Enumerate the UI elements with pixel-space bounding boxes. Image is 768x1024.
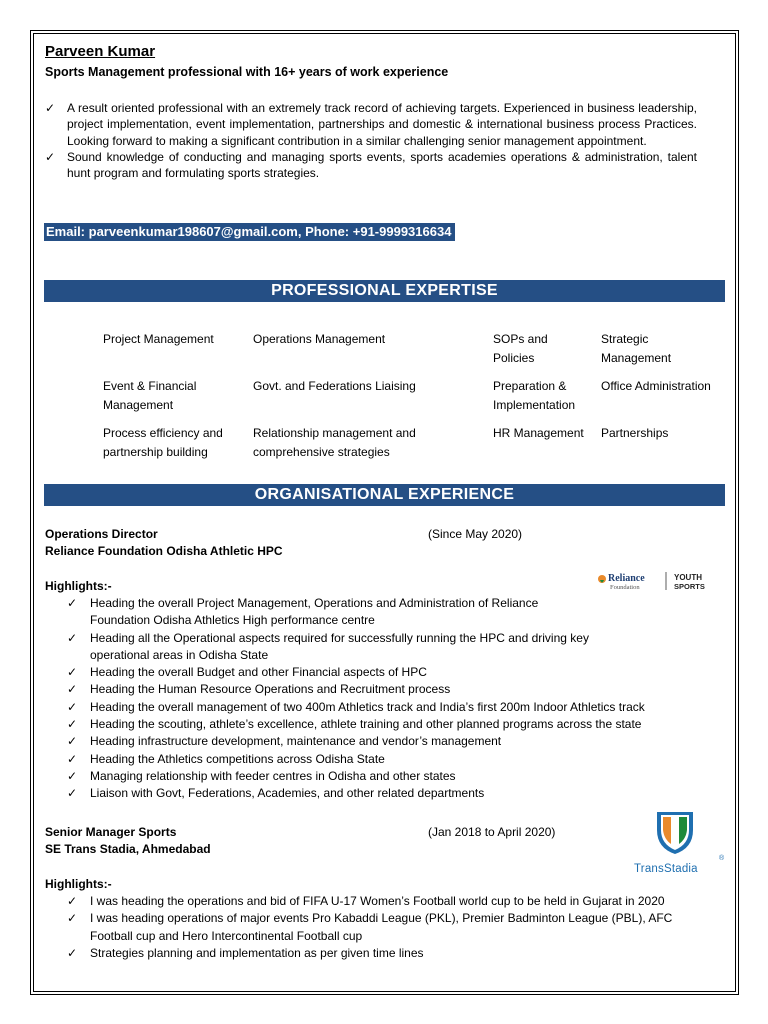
highlights-list: [67, 595, 707, 803]
logo-partner-text: YOUTH: [674, 573, 702, 582]
expertise-item: Operations Management: [253, 332, 386, 346]
contact-bar: Email: parveenkumar198607@gmail.com, Phone: +91-9999316634: [44, 223, 455, 241]
check-icon: ✓: [67, 911, 78, 926]
check-icon: ✓: [67, 734, 78, 749]
logo-sub-text: Foundation: [610, 584, 640, 591]
job-title: Senior Manager Sports: [45, 825, 177, 839]
highlights-list: [67, 893, 727, 962]
highlight-item: ✓ Heading all the Operational aspects required for successfully running the HPC and driving key operational areas in Odisha State: [67, 630, 589, 662]
highlights-label: Highlights:-: [45, 877, 112, 891]
highlight-item: ✓ Strategies planning and implementation as per given time lines: [67, 945, 727, 962]
highlight-item: ✓ Heading the scouting, athlete’s excellence, athlete training and other planned programs across the state: [67, 716, 707, 733]
logo-partner-text: SPORTS: [674, 582, 705, 591]
reliance-youth-sports-logo: [596, 571, 716, 591]
check-icon: ✓: [67, 682, 78, 697]
logo-brand-text: TransStadia: [634, 863, 698, 875]
check-icon: ✓: [67, 717, 78, 732]
job-date: (Jan 2018 to April 2020): [428, 825, 556, 839]
highlight-item: ✓ I was heading operations of major events Pro Kabaddi League (PKL), Premier Badminton League (PBL), AFC Football cup and Hero Intercontinental Football cup: [67, 911, 673, 943]
candidate-tagline: Sports Management professional with 16+ years of work experience: [45, 65, 449, 79]
highlight-item: ✓ Heading the overall management of two 400m Athletics track and India’s first 200m Indoor Athletics track: [67, 699, 707, 716]
highlight-item: ✓ Heading the Human Resource Operations and Recruitment process: [67, 681, 707, 698]
check-icon: ✓: [45, 149, 56, 164]
summary-item: ✓ A result oriented professional with an extremely track record of achieving targets. Experienced in business leadership, project implementation, event implementation, partnerships and domestic & international business process Practices. Looking forward to making a significant contribution in a similar challenging senior management appointment.: [45, 101, 697, 148]
job-company: Reliance Foundation Odisha Athletic HPC: [45, 544, 283, 558]
expertise-item: Partnerships: [601, 426, 669, 440]
expertise-item: Relationship management and comprehensive strategies: [253, 426, 416, 459]
job-date: (Since May 2020): [428, 527, 523, 541]
expertise-item: SOPs and Policies: [493, 332, 548, 365]
expertise-item: Process efficiency and partnership building: [103, 426, 223, 459]
highlight-item: ✓ Heading the overall Budget and other Financial aspects of HPC: [67, 664, 707, 681]
highlight-item: ✓ Liaison with Govt, Federations, Academies, and other related departments: [67, 785, 707, 802]
job-title: Operations Director: [45, 527, 158, 541]
highlight-item: ✓ Heading infrastructure development, maintenance and vendor’s management: [67, 733, 707, 750]
highlight-item: ✓ Heading the Athletics competitions across Odisha State: [67, 751, 707, 768]
check-icon: ✓: [67, 699, 78, 714]
highlight-item: ✓ I was heading the operations and bid of FIFA U-17 Women’s Football world cup to be held in Gujarat in 2020: [67, 893, 727, 910]
check-icon: ✓: [67, 630, 78, 645]
expertise-item: Govt. and Federations Liaising: [253, 379, 416, 393]
expertise-item: Strategic Management: [601, 332, 672, 365]
check-icon: ✓: [67, 786, 78, 801]
summary-list: [45, 100, 697, 181]
expertise-item: HR Management: [493, 426, 584, 440]
candidate-name: Parveen Kumar: [45, 43, 156, 60]
check-icon: ✓: [67, 768, 78, 783]
summary-item: ✓ Sound knowledge of conducting and managing sports events, sports academies operations & administration, talent hunt program and formulating sports strategies.: [45, 149, 697, 181]
registered-mark: ®: [719, 855, 725, 862]
check-icon: ✓: [67, 665, 78, 680]
check-icon: ✓: [67, 894, 78, 908]
highlights-label: Highlights:-: [45, 579, 112, 593]
logo-brand-text: Reliance: [608, 573, 645, 584]
check-icon: ✓: [45, 101, 56, 115]
transstadia-logo: [630, 808, 725, 878]
expertise-item: Event & Financial Management: [103, 379, 197, 412]
highlight-item: ✓ Heading the overall Project Management, Operations and Administration of Reliance Foundation Odisha Athletics High performance centre: [67, 596, 539, 628]
check-icon: ✓: [67, 751, 78, 766]
job-company: SE Trans Stadia, Ahmedabad: [45, 842, 211, 856]
section-header-experience: ORGANISATIONAL EXPERIENCE: [44, 484, 725, 506]
check-icon: ✓: [67, 945, 78, 960]
expertise-item: Project Management: [103, 332, 214, 346]
expertise-item: Office Administration: [601, 379, 711, 393]
section-header-expertise: PROFESSIONAL EXPERTISE: [44, 280, 725, 302]
expertise-item: Preparation & Implementation: [493, 379, 576, 412]
check-icon: ✓: [67, 596, 78, 610]
highlight-item: ✓ Managing relationship with feeder centres in Odisha and other states: [67, 768, 707, 785]
